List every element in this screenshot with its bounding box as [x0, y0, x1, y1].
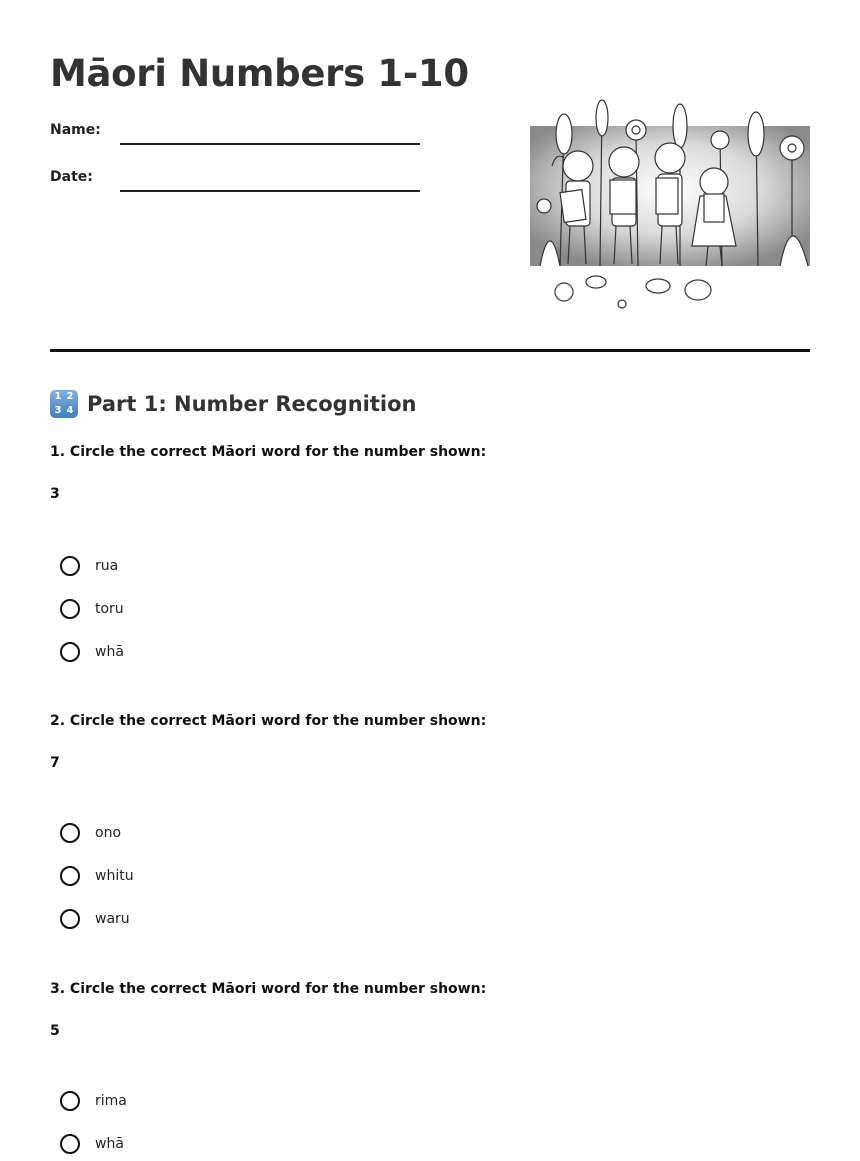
icon-digit: 1: [54, 391, 62, 402]
name-label: Name:: [50, 122, 101, 138]
icon-digit: 4: [66, 405, 74, 416]
answer-circle[interactable]: [60, 556, 80, 576]
date-field[interactable]: [50, 165, 430, 195]
answer-option[interactable]: [60, 864, 134, 888]
icon-digit: 3: [54, 405, 62, 416]
question-prompt: 3. Circle the correct Māori word for the number shown:: [50, 981, 487, 997]
answer-label: waru: [95, 911, 130, 927]
question-prompt: 2. Circle the correct Māori word for the number shown:: [50, 713, 487, 729]
date-line[interactable]: [120, 190, 420, 192]
answer-option[interactable]: [60, 1132, 124, 1156]
answer-circle[interactable]: [60, 599, 80, 619]
answer-option[interactable]: [60, 554, 118, 578]
children-reading-illustration: [530, 96, 810, 316]
part-1-title: Part 1: Number Recognition: [87, 392, 417, 416]
answer-circle[interactable]: [60, 823, 80, 843]
worksheet-page: [50, 0, 810, 1161]
answer-label: toru: [95, 601, 124, 617]
answer-option[interactable]: [60, 640, 124, 664]
date-label: Date:: [50, 169, 93, 185]
answer-circle[interactable]: [60, 642, 80, 662]
answer-circle[interactable]: [60, 1091, 80, 1111]
name-line[interactable]: [120, 143, 420, 145]
answer-option[interactable]: [60, 907, 130, 931]
header-divider: [50, 349, 810, 352]
answer-label: whā: [95, 1136, 124, 1152]
part-1-heading: [50, 388, 416, 420]
question-number-shown: 3: [50, 486, 60, 502]
answer-label: rua: [95, 558, 119, 574]
input-numbers-icon: [50, 390, 78, 418]
answer-option[interactable]: [60, 821, 121, 845]
answer-option[interactable]: [60, 597, 124, 621]
answer-circle[interactable]: [60, 866, 80, 886]
name-field[interactable]: [50, 118, 430, 148]
answer-circle[interactable]: [60, 1134, 80, 1154]
question-prompt: 1. Circle the correct Māori word for the number shown:: [50, 444, 487, 460]
answer-label: ono: [95, 825, 122, 841]
icon-digit: 2: [66, 391, 74, 402]
answer-label: whitu: [95, 868, 134, 884]
worksheet-title: Māori Numbers 1-10: [50, 52, 469, 95]
answer-option[interactable]: [60, 1089, 127, 1113]
answer-label: rima: [95, 1093, 127, 1109]
question-number-shown: 7: [50, 755, 60, 771]
answer-label: whā: [95, 644, 124, 660]
question-number-shown: 5: [50, 1023, 60, 1039]
answer-circle[interactable]: [60, 909, 80, 929]
